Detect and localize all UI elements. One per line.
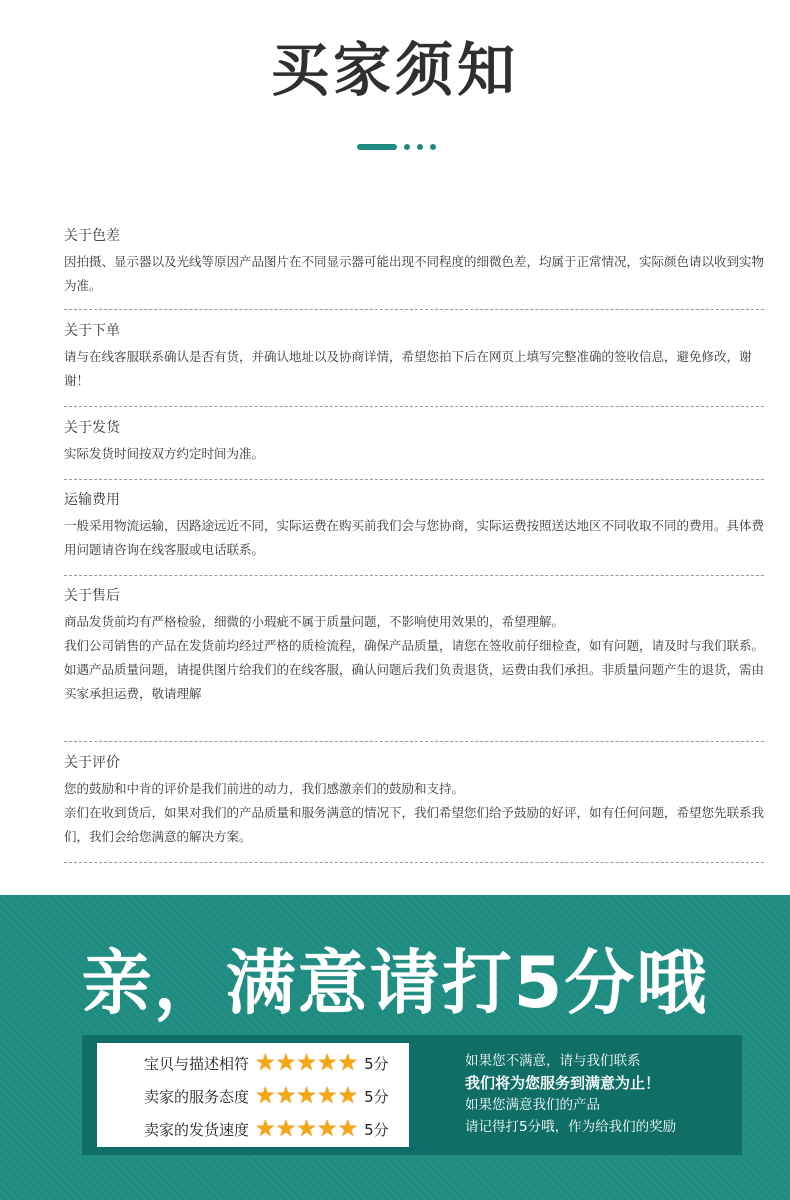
rating-score: 5分 (364, 1087, 389, 1106)
divider-dot (430, 144, 436, 150)
notice-heading: 运输费用 (64, 492, 120, 508)
star-icon: ★ (337, 1050, 359, 1076)
rating-row (97, 1047, 409, 1079)
dashed-divider (64, 406, 764, 407)
notice-color-difference (64, 226, 764, 298)
notice-heading: 关于色差 (64, 228, 120, 244)
star-icon: ★ (316, 1083, 338, 1109)
star-icon: ★ (296, 1116, 317, 1142)
title-divider (357, 143, 436, 151)
divider-dot (417, 144, 423, 150)
dashed-divider (64, 309, 764, 310)
divider-bar (357, 144, 397, 150)
notice-text: 因拍摄、显示器以及光线等原因产品图片在不同显示器可能出现不同程度的细微色差，均属于正常情况，实际颜色请以收到实物为准。 (64, 254, 765, 293)
dashed-divider (64, 575, 764, 576)
dashed-divider (64, 479, 764, 480)
notice-freight (64, 490, 764, 562)
star-rating (255, 1083, 358, 1109)
notice-heading: 关于下单 (64, 323, 120, 339)
star-icon: ★ (316, 1116, 338, 1142)
notice-heading: 关于售后 (64, 588, 120, 604)
contact-line: 请记得打5分哦，作为给我们的奖励 (465, 1119, 677, 1135)
dashed-divider (64, 741, 764, 742)
contact-message (465, 1050, 735, 1138)
star-icon: ★ (255, 1116, 276, 1142)
contact-line: 如果您不满意，请与我们联系 (465, 1053, 641, 1069)
contact-line: 我们将为您服务到满意为止！ (465, 1074, 661, 1092)
notice-order (64, 321, 764, 393)
rating-label: 卖家的发货速度 (143, 1120, 249, 1139)
star-icon: ★ (275, 1050, 297, 1076)
star-icon: ★ (296, 1050, 317, 1076)
notice-heading: 关于发货 (64, 420, 120, 436)
dashed-divider (64, 862, 764, 863)
rating-card (97, 1043, 409, 1147)
notice-after-sales (64, 586, 764, 706)
banner-slogan: 亲，满意请打5分哦 (81, 942, 709, 1024)
rating-row (97, 1113, 409, 1145)
rating-label: 宝贝与描述相符 (143, 1054, 249, 1073)
rating-row (97, 1080, 409, 1112)
notice-text: 如遇产品质量问题，请提供图片给我们的在线客服，确认问题后我们负责退货，运费由我们承担。非质量问题产生的退货，需由买家承担运费，敬请理解 (64, 662, 765, 701)
contact-line: 如果您满意我们的产品 (465, 1097, 600, 1113)
rating-label: 卖家的服务态度 (143, 1087, 249, 1106)
notice-text: 实际发货时间按双方约定时间为准。 (64, 446, 265, 461)
divider-dot (404, 144, 410, 150)
page-title: 买家须知 (270, 36, 519, 104)
notice-text: 亲们在收到货后，如果对我们的产品质量和服务满意的情况下，我们希望您们给予鼓励的好评，如有任何问题，希望您先联系我们，我们会给您满意的解决方案。 (64, 805, 765, 844)
star-icon: ★ (275, 1116, 297, 1142)
star-rating (255, 1116, 358, 1142)
star-icon: ★ (296, 1083, 317, 1109)
star-icon: ★ (275, 1083, 297, 1109)
star-icon: ★ (337, 1083, 359, 1109)
star-icon: ★ (255, 1050, 276, 1076)
notice-text: 请与在线客服联系确认是否有货，并确认地址以及协商详情，希望您拍下后在网页上填写完整准确的签收信息，避免修改，谢谢！ (64, 349, 752, 388)
notice-shipping (64, 418, 764, 466)
notice-heading: 关于评价 (64, 755, 120, 771)
star-rating (255, 1050, 358, 1076)
rating-score: 5分 (364, 1054, 389, 1073)
notice-review (64, 753, 764, 849)
star-icon: ★ (337, 1116, 359, 1142)
star-icon: ★ (316, 1050, 338, 1076)
notice-text: 您的鼓励和中肯的评价是我们前进的动力，我们感激亲们的鼓励和支持。 (64, 781, 465, 796)
notice-text: 我们公司销售的产品在发货前均经过严格的质检流程，确保产品质量，请您在签收前仔细检查，如有问题，请及时与我们联系。 (64, 638, 765, 653)
notice-text: 一般采用物流运输，因路途远近不同，实际运费在购买前我们会与您协商，实际运费按照送达地区不同收取不同的费用。具体费用问题请咨询在线客服或电话联系。 (64, 518, 765, 557)
notice-text: 商品发货前均有严格检验，细微的小瑕疵不属于质量问题，不影响使用效果的，希望理解。 (64, 614, 565, 629)
star-icon: ★ (255, 1083, 276, 1109)
rating-score: 5分 (364, 1120, 389, 1139)
